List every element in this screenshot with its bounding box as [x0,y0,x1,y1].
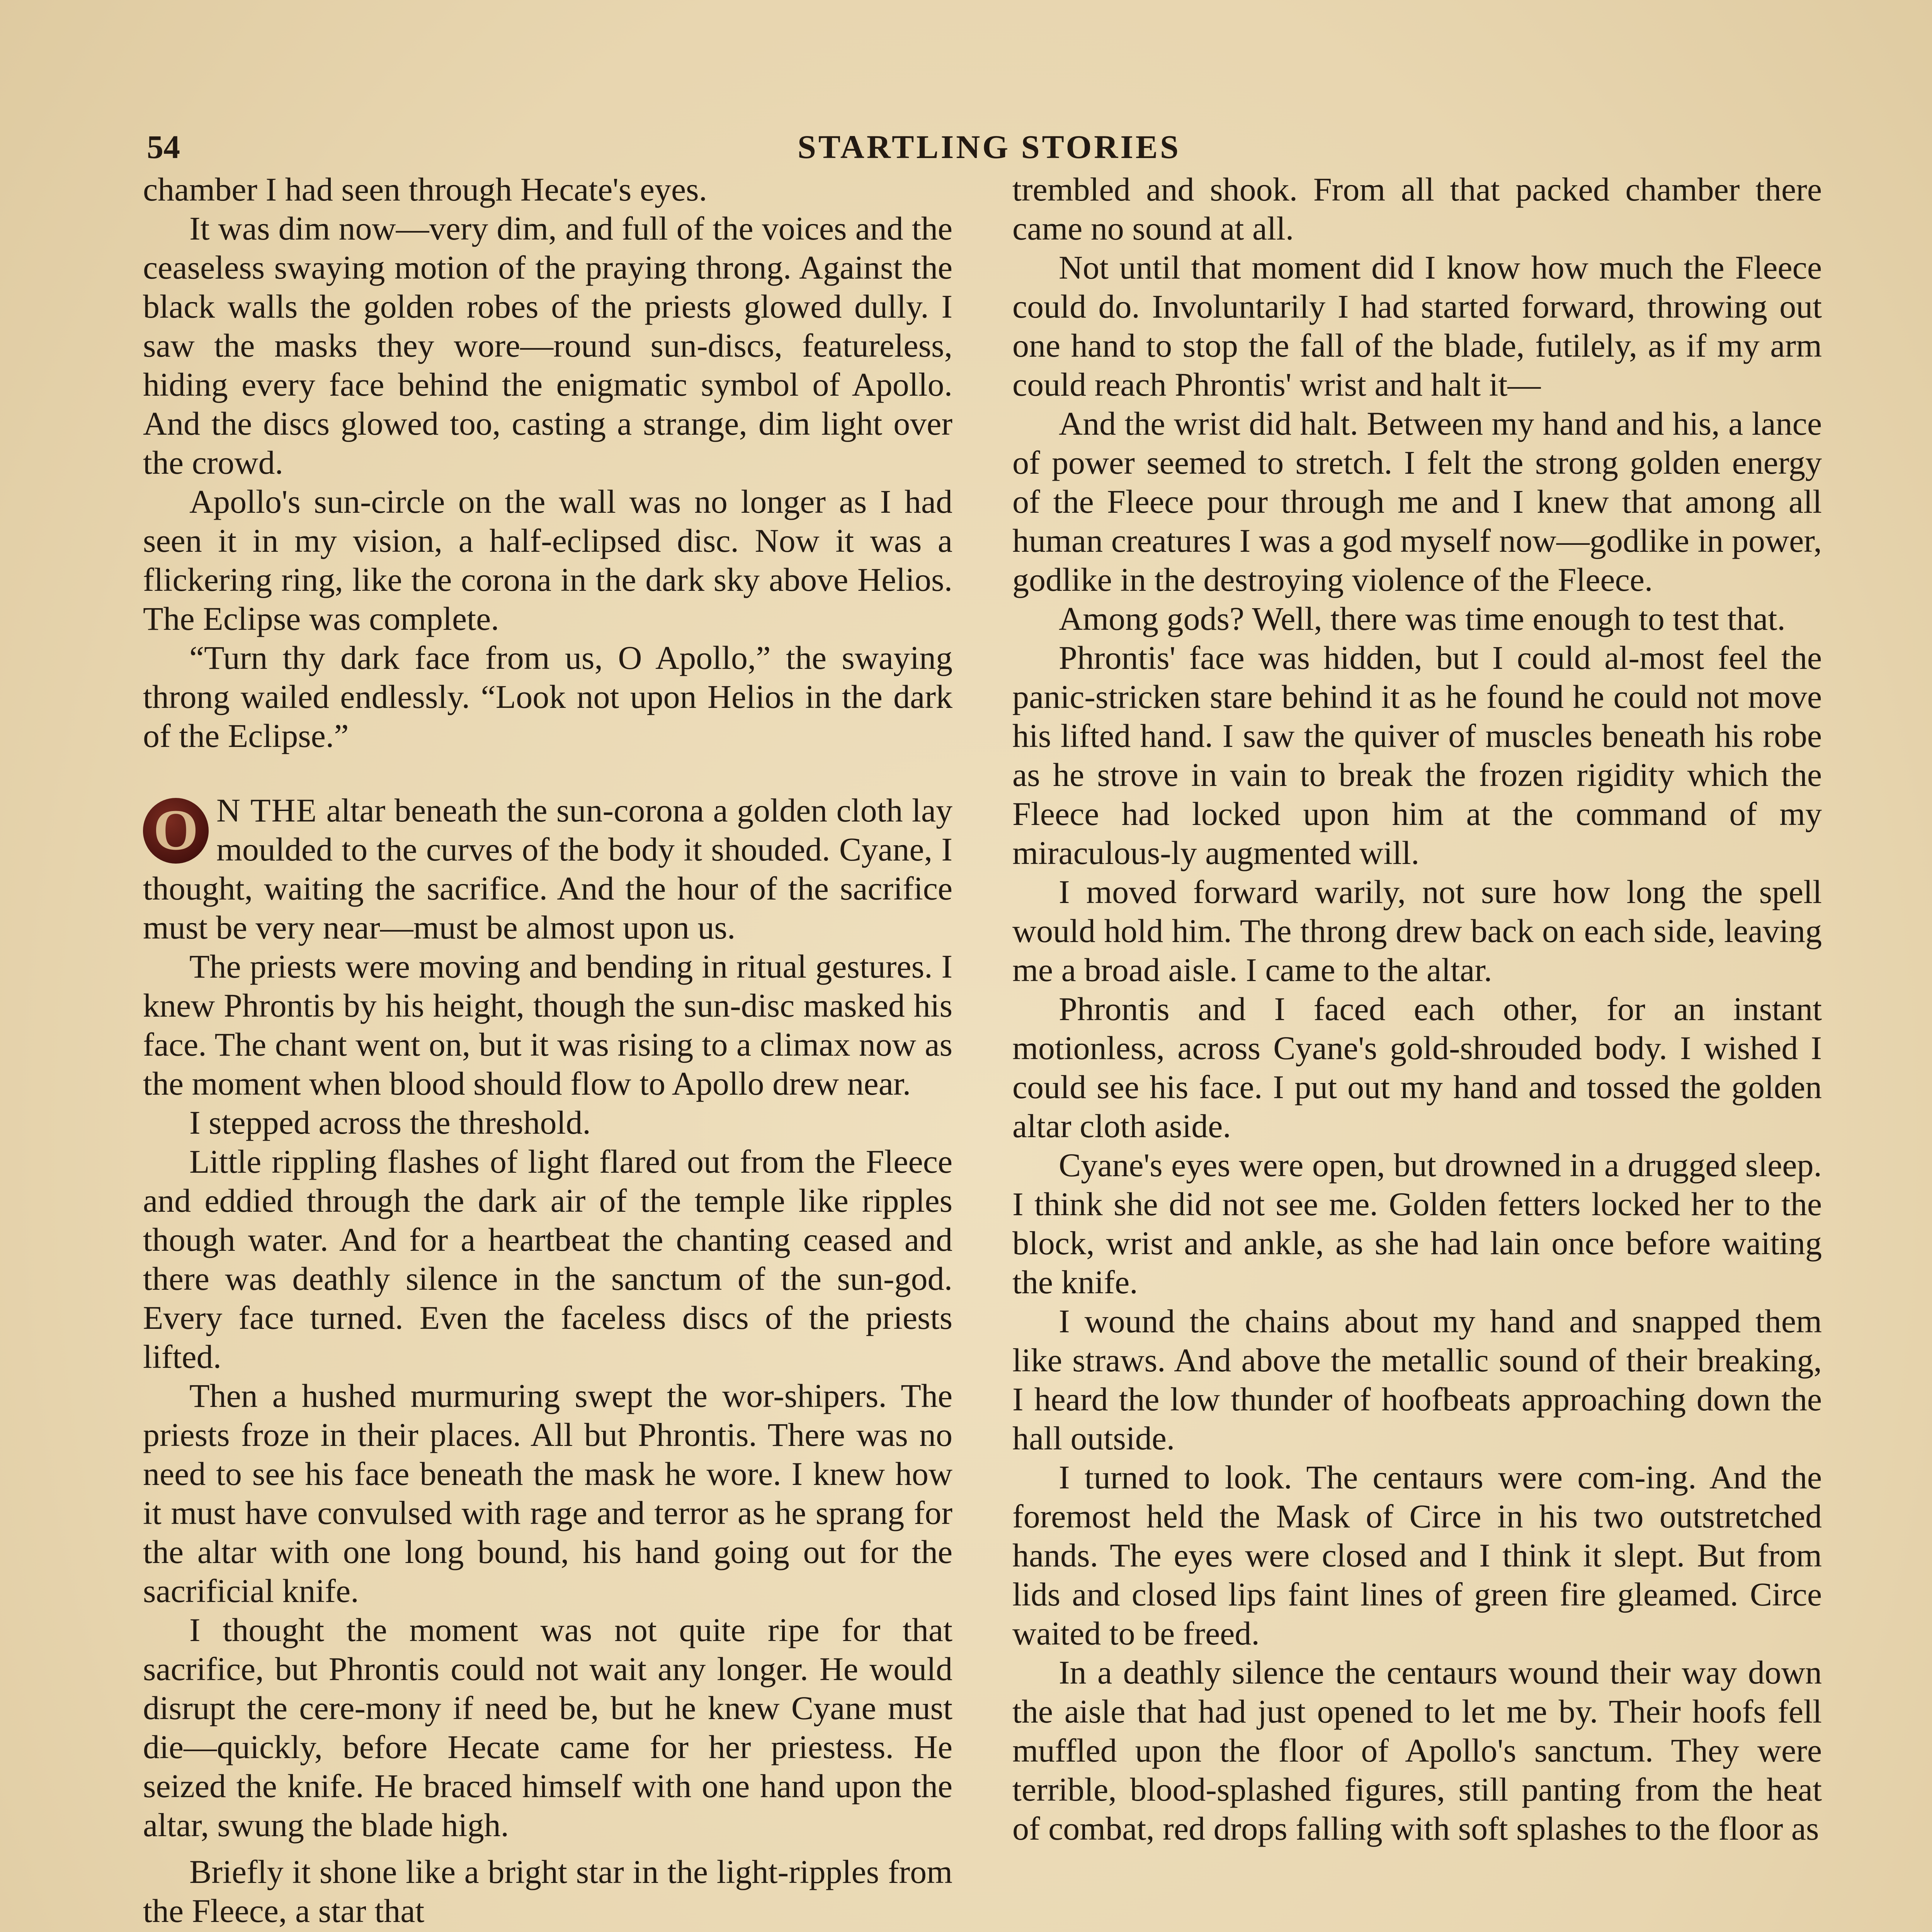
paragraph: Little rippling flashes of light flared out from the Fleece and eddied through the dark air of the temple like ripples though water. And for a heartbeat the chanting ceased and there was deathly silence in the sanctum of the sun-god. Every face turned. Even the faceless discs of the priests lifted. [143,1143,952,1375]
paragraph: The priests were moving and bending in ritual gestures. I knew Phrontis by his height, though the sun-disc masked his face. The chant went on, but it was rising to a climax now as the moment when blood should flow to Apollo drew near. [143,948,952,1102]
dropcap-ornament [143,798,209,864]
paragraph: Apollo's sun-circle on the wall was no longer as I had seen it in my vision, a half-eclipsed disc. Now it was a flickering ring, like the corona in the dark sky above Helios. The Eclipse was complete. [143,483,952,637]
page-number: 54 [147,128,180,165]
paragraph: chamber I had seen through Hecate's eyes. [143,171,707,208]
paragraph: “Turn thy dark face from us, O Apollo,” the swaying throng wailed endlessly. “Look not upon Helios in the dark of the Eclipse.” [143,639,952,754]
paragraph: I stepped across the threshold. [189,1104,591,1141]
left-column [143,170,952,1930]
opening-caps: N THE [216,792,318,829]
paragraph: It was dim now—very dim, and full of the voices and the ceaseless swaying motion of the praying throng. Against the black walls the golden robes of the priests glowed dully. I saw the masks they wore—round sun-discs, featureless, hiding every face behind the enigmatic symbol of Apollo. And the discs glowed too, casting a strange, dim light over the crowd. [143,210,952,481]
paragraph: Among gods? Well, there was time enough to test that. [1059,600,1786,637]
paragraph: I thought the moment was not quite ripe for that sacrifice, but Phrontis could not wait any longer. He would disrupt the cere-mony if need be, but he knew Cyane must die—quickly, before Hecate came for her priestess. He seized the knife. He braced himself with one hand upon the altar, swung the blade high. [143,1611,952,1844]
page-header [147,124,1832,170]
paragraph: trembled and shook. From all that packed chamber there came no sound at all. [1012,171,1822,247]
paragraph: Cyane's eyes were open, but drowned in a drugged sleep. I think she did not see me. Golden fetters locked her to the block, wrist and ankle, as she had lain once before waiting the knife. [1012,1146,1822,1301]
dropcap-paragraph [143,791,952,947]
running-title: STARTLING STORIES [798,128,1181,165]
paragraph: And the wrist did halt. Between my hand and his, a lance of power seemed to stretch. I felt the strong golden energy of the Fleece pour through me and I knew that among all human creatures I was a god myself now—godlike in power, godlike in the destroying violence of the Fleece. [1012,405,1822,598]
paragraph: In a deathly silence the centaurs wound their way down the aisle that had just opened to let me by. Their hoofs fell muffled upon the floor of Apollo's sanctum. They were terrible, blood-splashed figures, still panting from the heat of combat, red drops falling with soft splashes to the floor as [1012,1654,1822,1847]
dropcap-letter: O [153,798,199,862]
paragraph: Phrontis' face was hidden, but I could al-most feel the panic-stricken stare behind it as he found he could not move his lifted hand. I saw the quiver of muscles beneath his robe as he strove in vain to break the frozen rigidity which the Fleece had locked upon him at the command of my miraculous-ly augmented will. [1012,639,1822,871]
paragraph: Then a hushed murmuring swept the wor-shipers. The priests froze in their places. All but Phrontis. There was no need to see his face beneath the mask he wore. I knew how it must have convulsed with rage and terror as he sprang for the altar with one long bound, his hand going out for the sacrificial knife. [143,1377,952,1609]
paragraph: I wound the chains about my hand and snapped them like straws. And above the metallic sound of their breaking, I heard the low thunder of hoofbeats approaching down the hall outside. [1012,1303,1822,1457]
paragraph: Briefly it shone like a bright star in the light-ripples from the Fleece, a star that [143,1853,952,1929]
paragraph: Not until that moment did I know how much the Fleece could do. Involuntarily I had started forward, throwing out one hand to stop the fall of the blade, futilely, as if my arm could reach Phrontis' wrist and halt it— [1012,249,1822,403]
paragraph: I turned to look. The centaurs were com-ing. And the foremost held the Mask of Circe in his two outstretched hands. The eyes were closed and I think it slept. But from lids and closed lips faint lines of green fire gleamed. Circe waited to be freed. [1012,1459,1822,1652]
paragraph-text: altar beneath the sun-corona a golden cloth lay moulded to the curves of the body it shouded. Cyane, I thought, waiting the sacrifice. And the hour of the sacrifice must be very near—must be almost upon us. [143,792,952,946]
right-column [1012,170,1822,1848]
paragraph: I moved forward warily, not sure how long the spell would hold him. The throng drew back on each side, leaving me a broad aisle. I came to the altar. [1012,873,1822,988]
paragraph: Phrontis and I faced each other, for an instant motionless, across Cyane's gold-shrouded body. I wished I could see his face. I put out my hand and tossed the golden altar cloth aside. [1012,990,1822,1145]
